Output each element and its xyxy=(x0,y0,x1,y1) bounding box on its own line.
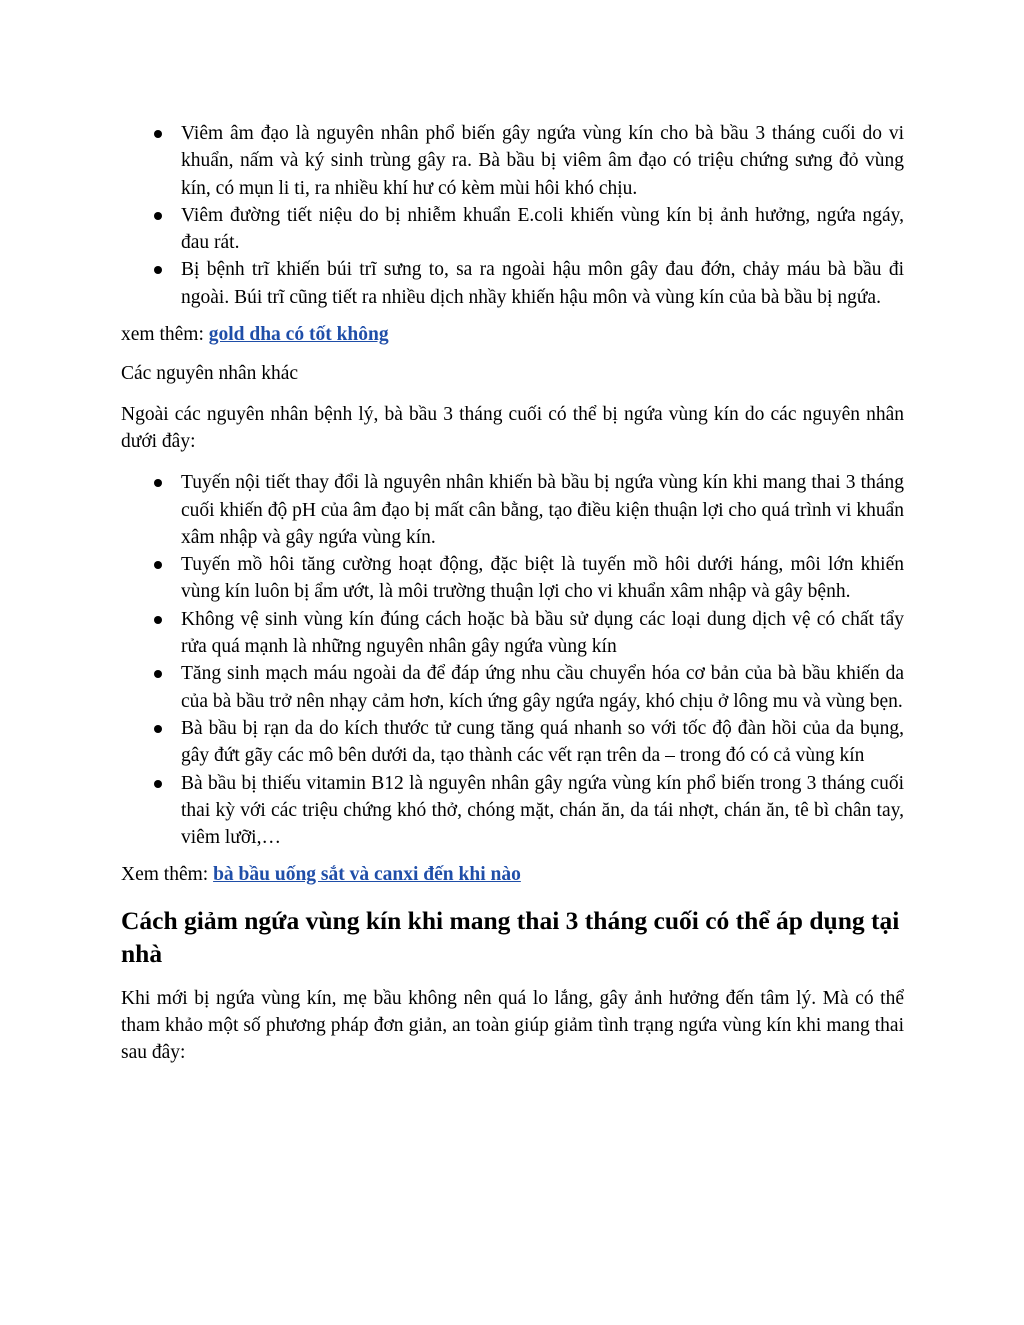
list-item xyxy=(121,469,904,551)
bullet-icon xyxy=(154,479,162,487)
see-more-link-iron-calcium[interactable]: bà bầu uống sắt và canxi đến khi nào xyxy=(213,864,521,886)
list-item-text: Bà bầu bị rạn da do kích thước tử cung tăng quá nhanh so với tốc độ đàn hồi của da bụng, gây đứt gãy các mô bên dưới da, tạo thành các vết rạn trên da – trong đó có cả vùng kín xyxy=(181,717,904,767)
bullet-icon xyxy=(154,212,162,220)
cause-list-other xyxy=(121,469,904,851)
list-item xyxy=(121,120,904,202)
see-more-prefix: Xem thêm: xyxy=(121,864,214,886)
closing-paragraph: Khi mới bị ngứa vùng kín, mẹ bầu không nên quá lo lắng, gây ảnh hưởng đến tâm lý. Mà có thể tham khảo một số phương pháp đơn giản, an toàn giúp giảm tình trạng ngứa vùng kín khi mang thai sau đây: xyxy=(121,987,904,1064)
list-item xyxy=(121,202,904,257)
list-item-text: Tuyến mồ hôi tăng cường hoạt động, đặc biệt là tuyến mồ hôi dưới háng, môi lớn khiến vùng kín luôn bị ẩm ướt, là môi trường thuận lợi cho vi khuẩn xâm nhập và gây bệnh. xyxy=(181,554,904,603)
cause-list-medical xyxy=(121,120,904,311)
list-item-text: Tăng sinh mạch máu ngoài da để đáp ứng nhu cầu chuyển hóa cơ bản của bà bầu khiến da của bà bầu trở nên nhạy cảm hơn, kích ứng gây ngứa ngáy, khó chịu ở lông mu và vùng bẹn. xyxy=(181,663,904,712)
section-heading: Cách giảm ngứa vùng kín khi mang thai 3 tháng cuối có thể áp dụng tại nhà xyxy=(121,905,900,968)
list-item-text: Bà bầu bị thiếu vitamin B12 là nguyên nhân gây ngứa vùng kín phổ biến trong 3 tháng cuối thai kỳ với các triệu chứng khó thở, chóng mặt, chán ăn, da tái nhợt, chán ăn, tê bì chân tay, viêm lưỡi,… xyxy=(181,772,904,849)
list-item-text: Không vệ sinh vùng kín đúng cách hoặc bà bầu sử dụng các loại dung dịch vệ có chất tẩy rửa quá mạnh là những nguyên nhân gây ngứa vùng kín xyxy=(181,608,904,658)
intro-paragraph: Ngoài các nguyên nhân bệnh lý, bà bầu 3 tháng cuối có thể bị ngứa vùng kín do các nguyên nhân dưới đây: xyxy=(121,403,904,452)
list-item-text: Viêm đường tiết niệu do bị nhiễm khuẩn E.coli khiến vùng kín bị ảnh hưởng, ngứa ngáy, đau rát. xyxy=(181,204,904,254)
list-item xyxy=(121,770,904,852)
document-page xyxy=(121,120,904,1067)
list-item-text: Tuyến nội tiết thay đổi là nguyên nhân khiến bà bầu bị ngứa vùng kín khi mang thai 3 tháng cuối khiến độ pH của âm đạo bị mất cân bằng, tạo điều kiện thuận lợi cho quá trình vi khuẩn xâm nhập và gây ngứa vùng kín. xyxy=(181,472,904,548)
see-more-line-2 xyxy=(121,861,904,888)
see-more-prefix: xem thêm: xyxy=(121,324,209,346)
list-item xyxy=(121,606,904,661)
bullet-icon xyxy=(154,561,162,569)
bullet-icon xyxy=(154,616,162,624)
bullet-icon xyxy=(154,725,162,733)
bullet-icon xyxy=(154,130,162,138)
section-label-other-causes: Các nguyên nhân khác xyxy=(121,363,299,385)
list-item-text: Viêm âm đạo là nguyên nhân phổ biến gây ngứa vùng kín cho bà bầu 3 tháng cuối do vi khuẩn, nấm và ký sinh trùng gây ra. Bà bầu bị viêm âm đạo có triệu chứng sưng đỏ vùng kín, có mụn li ti, ra nhiều khí hư có kèm mùi hôi khó chịu. xyxy=(181,123,904,199)
list-item xyxy=(121,256,904,311)
list-item-text: Bị bệnh trĩ khiến búi trĩ sưng to, sa ra ngoài hậu môn gây đau đớn, chảy máu bà bầu đi ngoài. Búi trĩ cũng tiết ra nhiều dịch nhầy khiến hậu môn và vùng kín của bà bầu bị ngứa. xyxy=(181,259,904,308)
list-item xyxy=(121,551,904,606)
bullet-icon xyxy=(154,670,162,678)
list-item xyxy=(121,660,904,715)
list-item xyxy=(121,715,904,770)
see-more-line-1 xyxy=(121,321,904,348)
bullet-icon xyxy=(154,780,162,788)
bullet-icon xyxy=(154,266,162,274)
see-more-link-gold-dha[interactable]: gold dha có tốt không xyxy=(208,324,389,346)
